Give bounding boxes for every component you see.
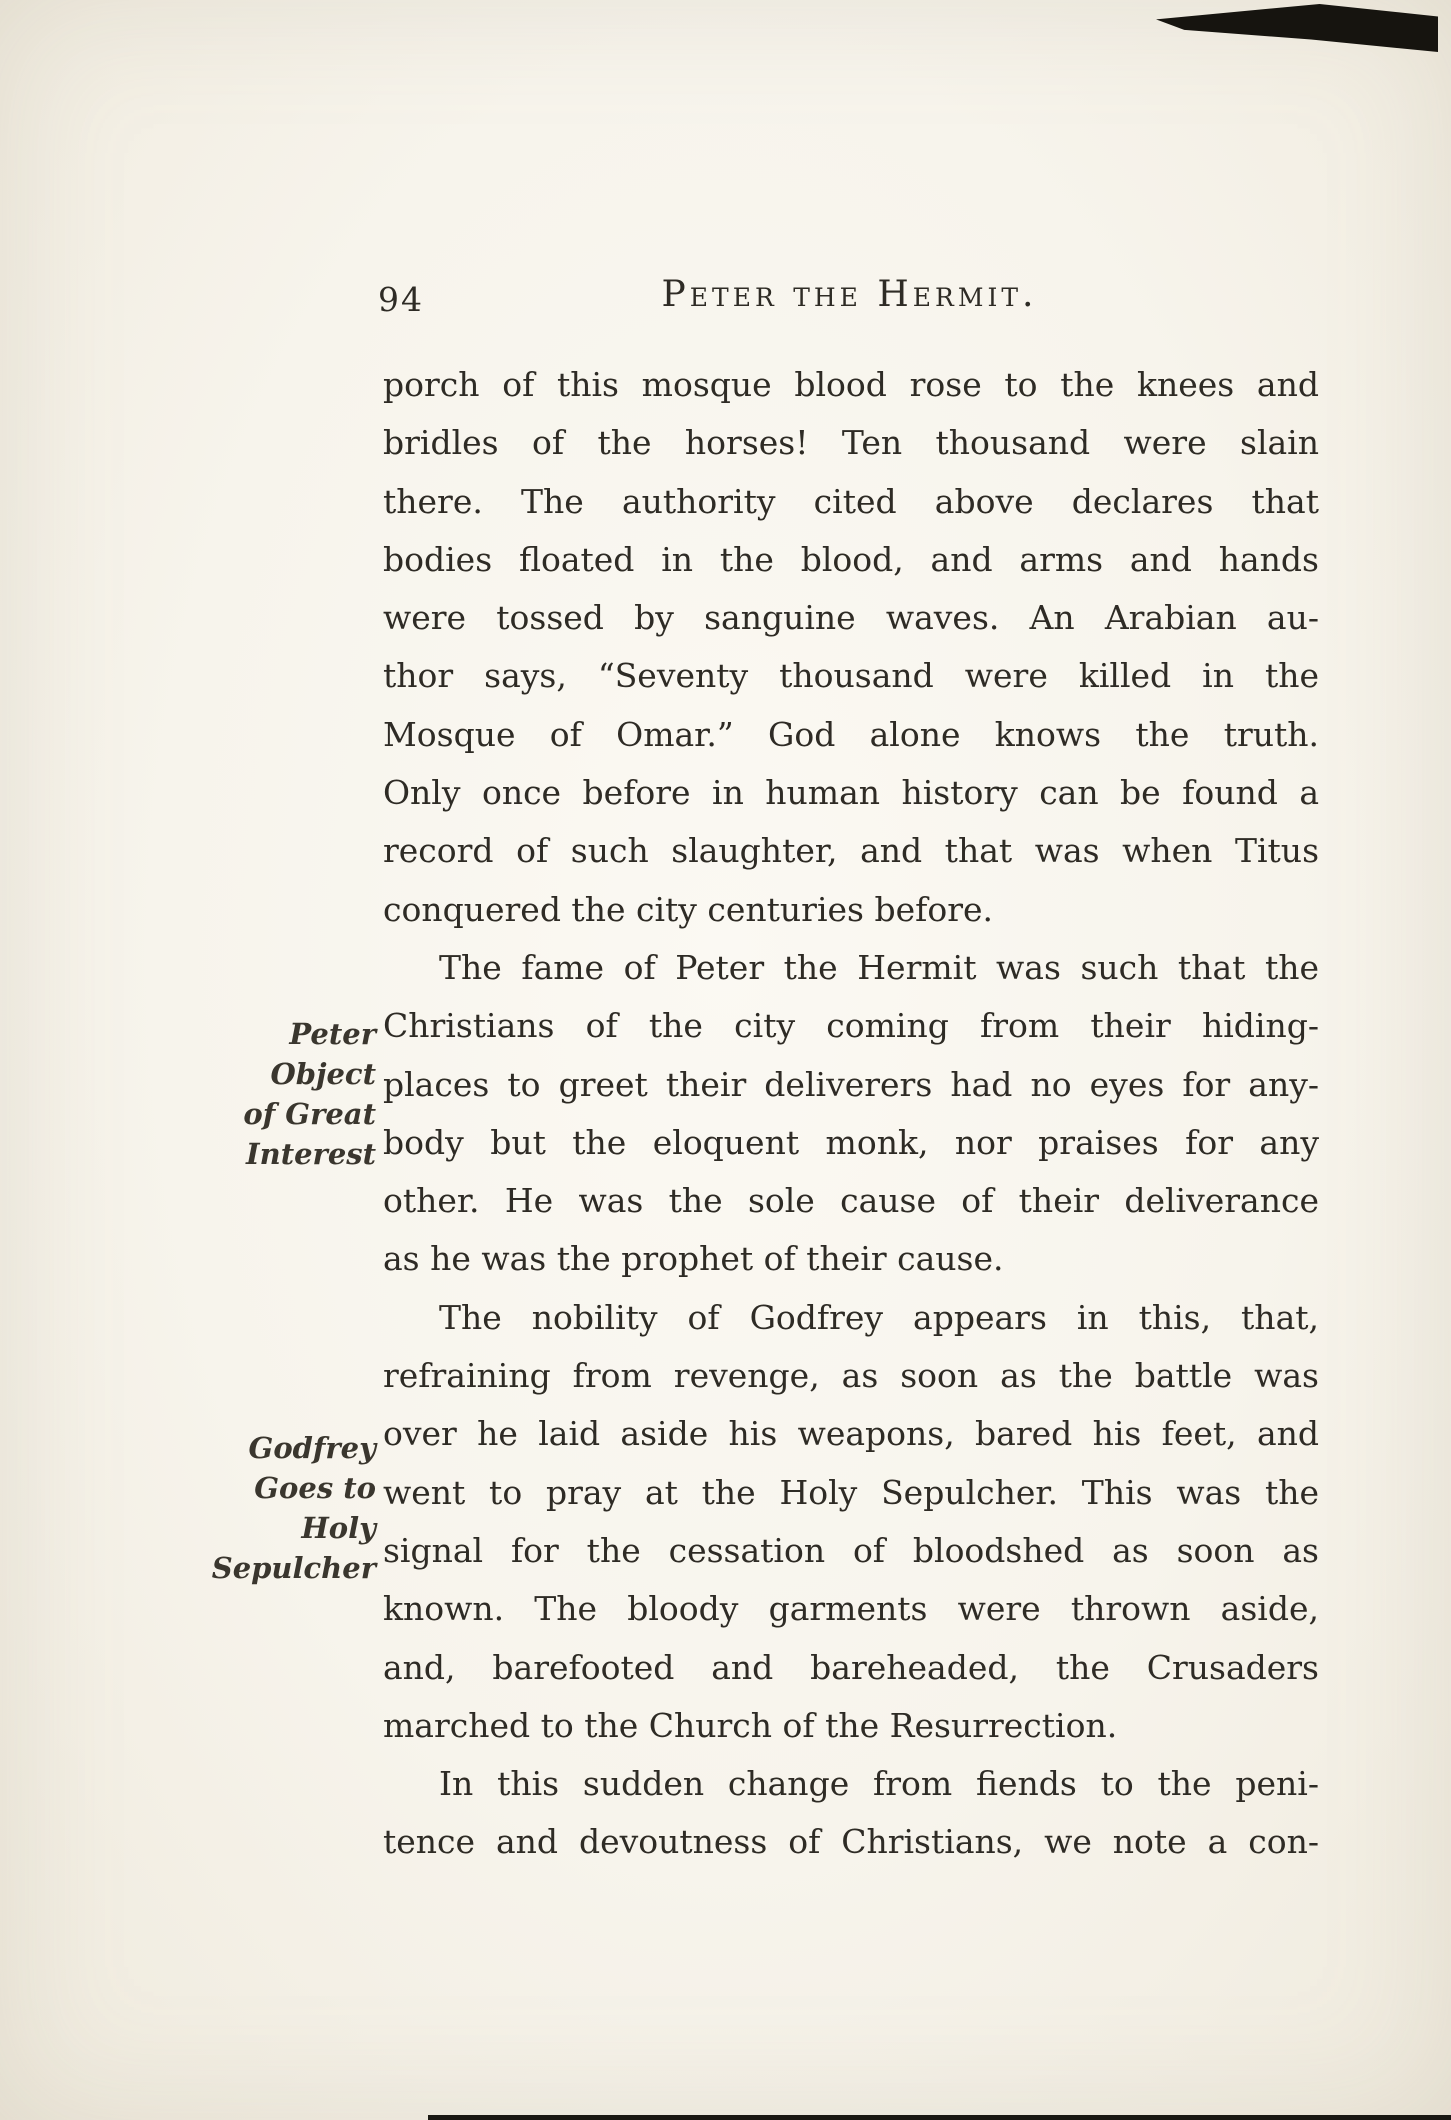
text-line: Mosque of Omar.” God alone knows the truth.: [383, 714, 1319, 754]
scan-artifact-bottom: [428, 2115, 1451, 2120]
text-line: bodies floated in the blood, and arms and hands: [383, 539, 1319, 579]
text-line: and, barefooted and bareheaded, the Crusaders: [383, 1647, 1319, 1687]
text-line: body but the eloquent monk, nor praises for any: [383, 1122, 1319, 1162]
text-line: were tossed by sanguine waves. An Arabian au-: [383, 598, 1319, 638]
text-line: tence and devoutness of Christians, we note a con-: [383, 1822, 1319, 1862]
text-line: conquered the city centuries before.: [383, 889, 993, 929]
text-line: as he was the prophet of their cause.: [383, 1239, 1004, 1279]
margin-note-line: Godfrey: [248, 1431, 376, 1465]
text-line: over he laid aside his weapons, bared his feet, and: [383, 1414, 1319, 1454]
text-line: places to greet their deliverers had no eyes for any-: [383, 1064, 1319, 1104]
margin-note-line: of Great: [243, 1097, 376, 1131]
text-line: The nobility of Godfrey appears in this, that,: [439, 1297, 1319, 1337]
page-number: 94: [378, 280, 424, 319]
text-line: The fame of Peter the Hermit was such that the: [439, 947, 1319, 987]
text-line: signal for the cessation of bloodshed as soon as: [383, 1530, 1319, 1570]
text-line: porch of this mosque blood rose to the knees and: [383, 365, 1319, 404]
text-line: In this sudden change from fiends to the peni-: [439, 1764, 1319, 1804]
margin-note-line: Object: [270, 1057, 376, 1091]
margin-note-peter-object-of-great-interest: [144, 1014, 376, 1174]
margin-note-line: Goes to: [254, 1471, 376, 1505]
body-text: [383, 356, 1319, 1872]
text-line: there. The authority cited above declares that: [383, 481, 1319, 521]
running-title: Peter the Hermit.: [661, 274, 1038, 315]
margin-note-line: Sepulcher: [211, 1551, 376, 1585]
text-line: Christians of the city coming from their hiding-: [383, 1006, 1319, 1046]
scan-artifact-top: [1156, 4, 1438, 52]
margin-note-line: Interest: [246, 1137, 376, 1171]
text-line: marched to the Church of the Resurrection.: [383, 1705, 1118, 1745]
text-line: record of such slaughter, and that was when Titus: [383, 831, 1319, 871]
text-line: Only once before in human history can be found a: [383, 773, 1319, 813]
text-line: known. The bloody garments were thrown aside,: [383, 1589, 1319, 1629]
text-line: went to pray at the Holy Sepulcher. This was the: [383, 1472, 1319, 1512]
margin-note-line: Peter: [289, 1017, 376, 1051]
text-line: other. He was the sole cause of their deliverance: [383, 1181, 1319, 1221]
margin-note-line: Holy: [301, 1511, 376, 1545]
margin-note-godfrey-goes-to-holy-sepulcher: [144, 1428, 376, 1588]
text-line: thor says, “Seventy thousand were killed in the: [383, 656, 1319, 696]
text-line: refraining from revenge, as soon as the battle was: [383, 1356, 1319, 1396]
text-line: bridles of the horses! Ten thousand were slain: [383, 423, 1319, 463]
